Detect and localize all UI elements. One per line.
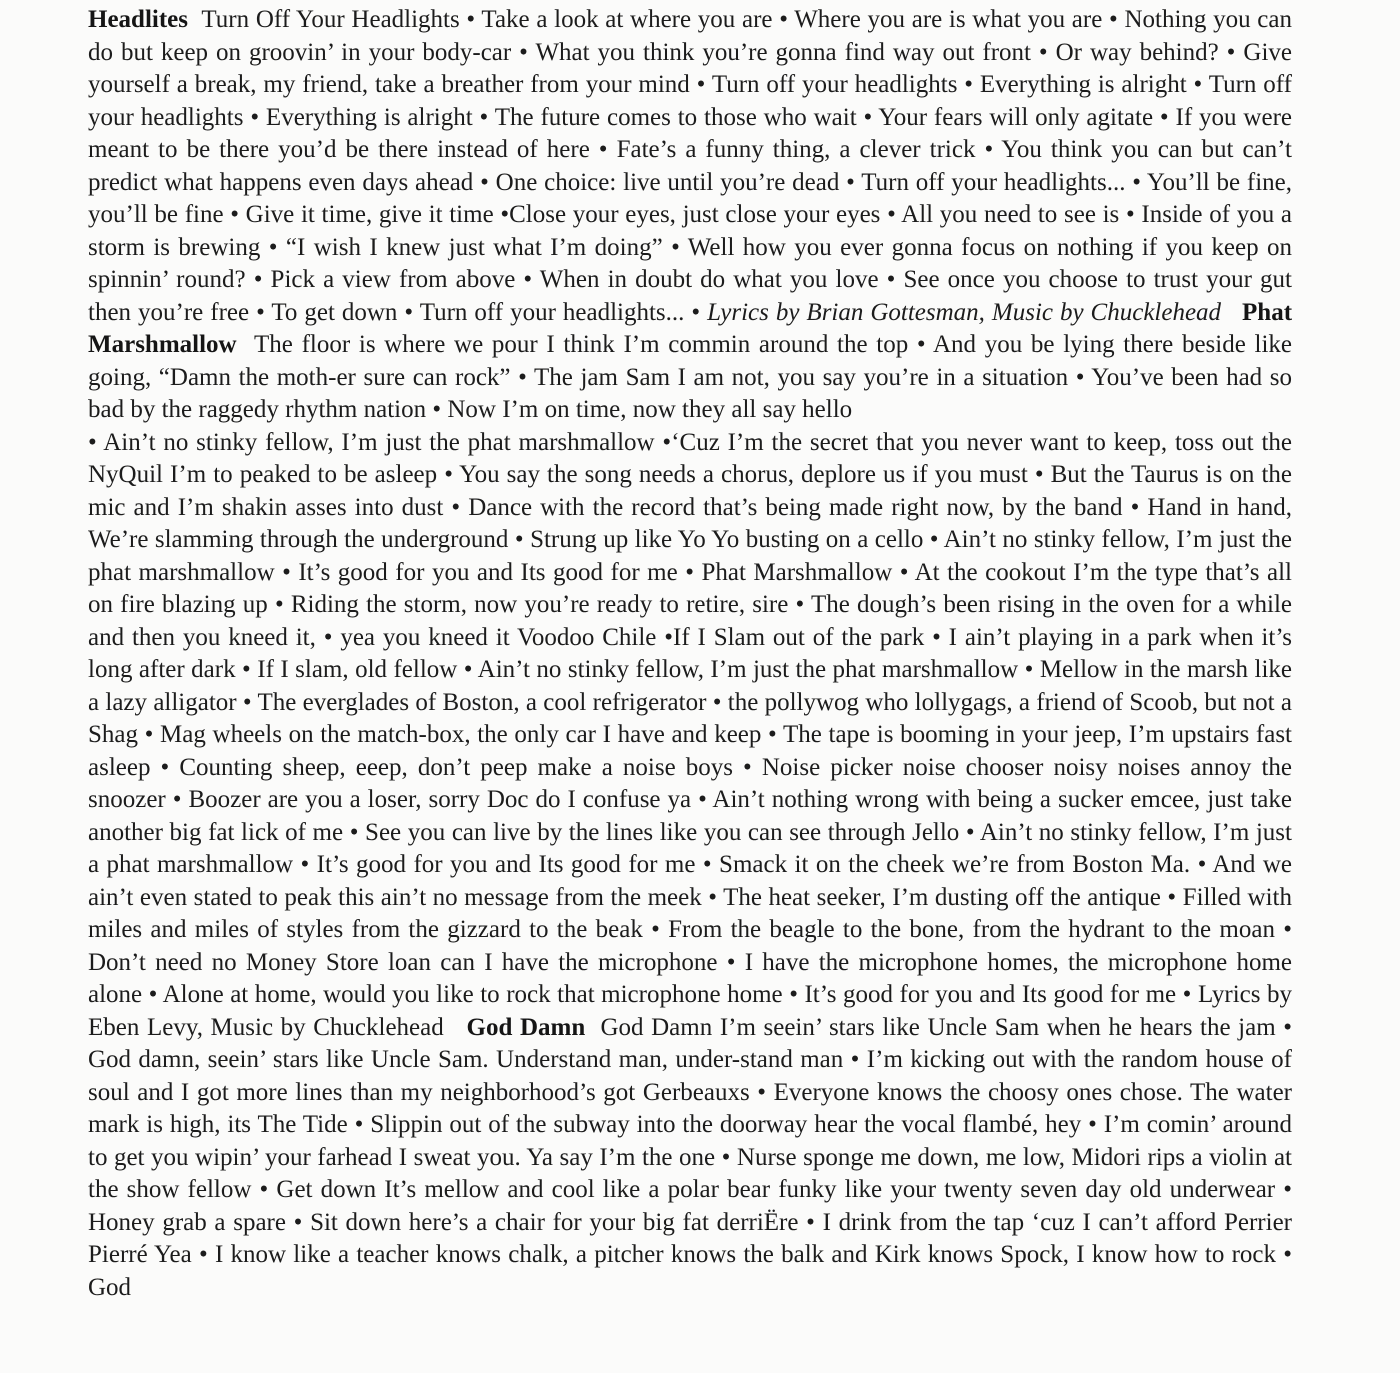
song-title-god-damn: God Damn: [466, 1013, 586, 1041]
song-credit-headlites: Lyrics by Brian Gottesman, Music by Chucklehead: [707, 298, 1222, 326]
song-credit-phat-marshmallow: Lyrics by Eben Levy, Music by Chucklehead: [88, 981, 1293, 1041]
song-title-headlites: Headlites: [88, 6, 188, 33]
song-lyrics-phat-marshmallow-continued: • Ain’t no stinky fellow, I’m just the phat marshmallow •‘Cuz I’m the secret that you never want to keep, toss out the NyQuil I’m to peaked to be asleep • You say the song needs a chorus, deplore us if you must • But the Taurus is on the mic and I’m shakin asses into dust • Dance with the record that’s being made right now, by the band • Hand in hand, We’re slamming through the underground • Strung up like Yo Yo busting on a cello • Ain’t no stinky fellow, I’m just the phat marshmallow • It’s good for you and Its good for me • Phat Marshmallow • At the cookout I’m the type that’s all on fire blazing up • Riding the storm, now you’re ready to retire, sire • The dough’s been rising in the oven for a while and then you kneed it, • yea you kneed it Voodoo Chile •If I Slam out of the park • I ain’t playing in a park when it’s long after dark • If I slam, old fellow • Ain’t no stinky fellow, I’m just the phat marshmallow • Mellow in the marsh like a lazy alligator • The everglades of Boston, a cool refrigerator • the pollywog who lollygags, a friend of Scoob, but not a Shag • Mag wheels on the match-box, the only car I have and keep • The tape is booming in your jeep, I’m upstairs fast asleep • Counting sheep, eeep, don’t peep make a noise boys • Noise picker noise chooser noisy noises annoy the snoozer • Boozer are you a loser, sorry Doc do I confuse ya • Ain’t nothing wrong with being a sucker emcee, just take another big fat lick of me • See you can live by the lines like you can see through Jello • Ain’t no stinky fellow, I’m just a phat marshmallow • It’s good for you and Its good for me • Smack it on the cheek we’re from Boston Ma. • And we ain’t even stated to peak this ain’t no message from the meek • The heat seeker, I’m dusting off the antique • Filled with miles and miles of styles from the gizzard to the beak • From the beagle to the bone, from the hydrant to the moan • Don’t need no Money Store loan can I have the microphone • I have the microphone homes, the microphone home alone • Alone at home, would you like to rock that microphone home • It’s good for you and Its good for me •: [88, 428, 1292, 1008]
song-lyrics-phat-marshmallow: The floor is where we pour I think I’m commin around the top • And you be lying there beside like going, “Damn the moth-er sure can rock” • The jam Sam I am not, you say you’re in a situation • You’ve been had so bad by the raggedy rhythm nation • Now I’m on time, now they all say hello: [88, 331, 1293, 423]
song-lyrics-god-damn: God Damn I’m seein’ stars like Uncle Sam when he hears the jam • God damn, seein’ stars like Uncle Sam. Understand man, under-stand man • I’m kicking out with the random house of soul and I got more lines than my neighborhood’s got Gerbeauxs • Everyone knows the choosy ones chose. The water mark is high, its The Tide • Slippin out of the subway into the doorway hear the vocal flambé, hey • I’m comin’ around to get you wipin’ your farhead I sweat you. Ya say I’m the one • Nurse sponge me down, me low, Midori rips a violin at the show fellow • Get down It’s mellow and cool like a polar bear funky like your twenty seven day old underwear • Honey grab a spare • Sit down here’s a chair for your big fat derriËre • I drink from the tap ‘cuz I can’t afford Perrier Pierré Yea • I know like a teacher knows chalk, a pitcher knows the balk and Kirk knows Spock, I know how to rock • God: [88, 1013, 1293, 1301]
song-lyrics-headlites: Turn Off Your Headlights • Take a look at where you are • Where you are is what you are • Nothing you can do but keep on groovin’ in your body-car • What you think you’re gonna find way out front • Or way behind? • Give yourself a break, my friend, take a breather from your mind • Turn off your headlights • Everything is alright • Turn off your headlights • Everything is alright • The future comes to those who wait • Your fears will only agitate • If you were meant to be there you’d be there instead of here • Fate’s a funny thing, a clever trick • You think you can but can’t predict what happens even days ahead • One choice: live until you’re dead • Turn off your headlights... • You’ll be fine, you’ll be fine • Give it time, give it time •Close your eyes, just close your eyes • All you need to see is • Inside of you a storm is brewing • “I wish I knew just what I’m doing” • Well how you ever gonna focus on nothing if you keep on spinnin’ round? • Pick a view from above • When in doubt do what you love • See once you choose to trust your gut then you’re free • To get down • Turn off your headlights... •: [88, 6, 1292, 326]
lyrics-paragraph-1: [88, 4, 1292, 427]
song-title-phat-marshmallow: Phat Marshmallow: [88, 298, 1293, 358]
lyrics-paragraph-2: [88, 427, 1292, 1305]
lyrics-page: [88, 4, 1292, 1304]
